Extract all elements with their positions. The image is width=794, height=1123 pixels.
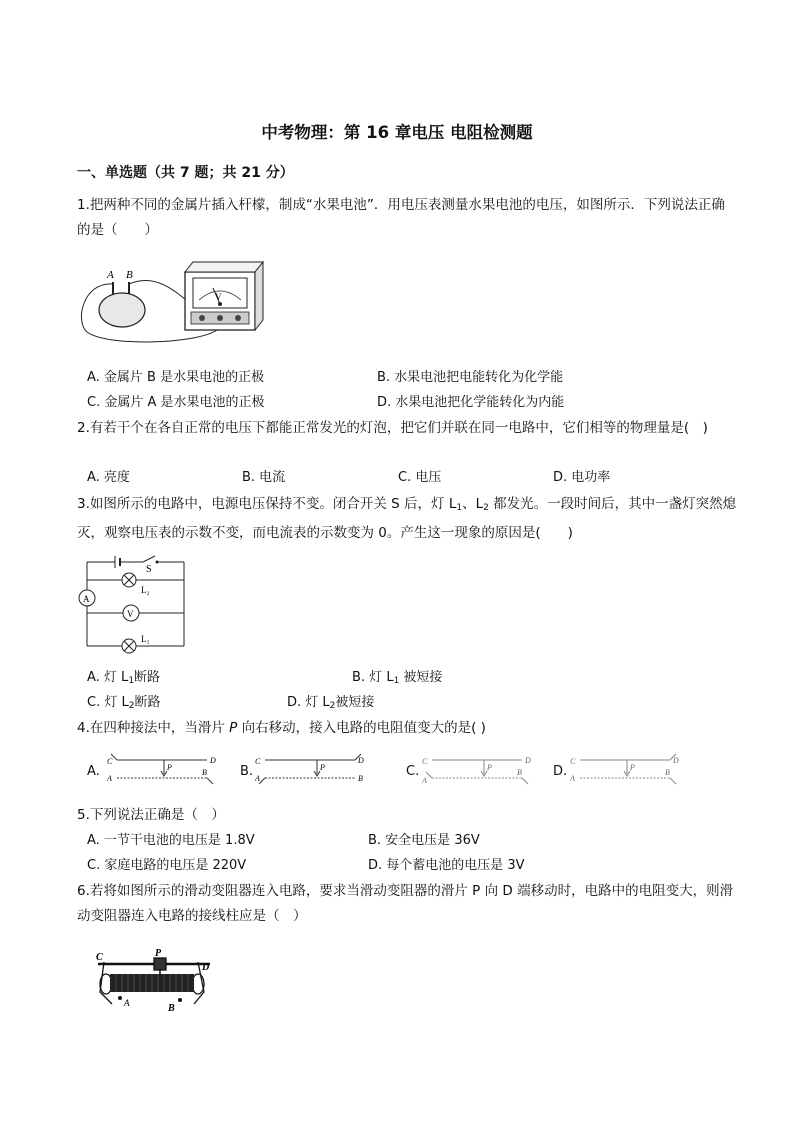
svg-text:P: P bbox=[487, 763, 492, 772]
svg-text:D: D bbox=[525, 756, 531, 765]
q1-option-b[interactable]: B. 水果电池把电能转化为化学能 bbox=[377, 370, 564, 385]
svg-text:B: B bbox=[202, 768, 207, 777]
q4-option-c[interactable]: C. bbox=[406, 764, 420, 779]
q3-option-c[interactable]: C. 灯 $L_2$断路 bbox=[87, 695, 161, 711]
svg-text:C: C bbox=[570, 757, 576, 766]
svg-text:P: P bbox=[630, 763, 635, 772]
svg-text:D: D bbox=[358, 756, 364, 765]
q2-option-b[interactable]: B. 电流 bbox=[242, 470, 286, 485]
q2-option-a[interactable]: A. 亮度 bbox=[87, 470, 130, 485]
svg-text:C: C bbox=[107, 757, 113, 766]
q2-option-d[interactable]: D. 电功率 bbox=[553, 470, 611, 485]
svg-text:A: A bbox=[107, 774, 112, 783]
voltmeter-label: V bbox=[127, 609, 134, 619]
q4-rheostat-c bbox=[422, 752, 534, 786]
q5-option-a[interactable]: A. 一节干电池的电压是 1.8V bbox=[87, 833, 255, 848]
slider-p-label: P bbox=[155, 948, 162, 959]
q3-option-a[interactable]: A. 灯 $L_1$断路 bbox=[87, 670, 161, 686]
svg-text:D: D bbox=[210, 756, 216, 765]
terminal-d-label: D bbox=[202, 962, 210, 973]
q1-option-a[interactable]: A. 金属片 B 是水果电池的正极 bbox=[87, 370, 265, 385]
q4-rheostat-b bbox=[255, 752, 367, 786]
svg-text:B: B bbox=[358, 774, 363, 783]
svg-text:A: A bbox=[570, 774, 575, 783]
terminal-b-label: B bbox=[168, 1003, 175, 1014]
lamp-l2-label: L₂ bbox=[141, 585, 150, 595]
question-3-text: 3.如图所示的电路中，电源电压保持不变。闭合开关 S 后，灯 $L_1$、$L_2$ 都发光。一段时间后，其中一盏灯突然熄灭，观察电压表的示数不变，而电流表的示数变为 0。产生这一现象的原因是( ) bbox=[77, 496, 737, 541]
svg-text:C: C bbox=[422, 757, 428, 766]
svg-text:A: A bbox=[422, 776, 427, 785]
question-6-text: 6.若将如图所示的滑动变阻器连入电路，要求当滑动变阻器的滑片 P 向 D 端移动时，电路中的电阻变大，则滑动变阻器连入电路的接线柱应是（ ） bbox=[77, 883, 734, 924]
q4-rheostat-a bbox=[107, 752, 219, 786]
q4-option-a[interactable]: A. bbox=[87, 764, 100, 779]
fruit-battery-figure bbox=[77, 252, 272, 347]
voltmeter-label: V bbox=[215, 292, 222, 302]
page-title: 中考物理：第 16 章电压 电阻检测题 bbox=[261, 123, 533, 142]
q5-option-c[interactable]: C. 家庭电路的电压是 220V bbox=[87, 858, 247, 873]
q1-option-d[interactable]: D. 水果电池把化学能转化为内能 bbox=[377, 395, 565, 410]
q4-option-d[interactable]: D. bbox=[553, 764, 568, 779]
svg-text:B: B bbox=[517, 768, 522, 777]
q5-option-b[interactable]: B. 安全电压是 36V bbox=[368, 833, 480, 848]
q5-option-d[interactable]: D. 每个蓄电池的电压是 3V bbox=[368, 858, 525, 873]
svg-text:P: P bbox=[167, 763, 172, 772]
terminal-a-label: A bbox=[124, 998, 130, 1008]
slide-rheostat-figure bbox=[90, 948, 220, 1016]
question-1-text: 1.把两种不同的金属片插入杆檬，制成“水果电池”．用电压表测量水果电池的电压，如图所示．下列说法正确的是（ ） bbox=[77, 197, 725, 238]
q4-rheostat-d bbox=[570, 752, 682, 786]
svg-text:C: C bbox=[255, 757, 261, 766]
question-2-text: 2.有若干个在各自正常的电压下都能正常发光的灯泡，把它们并联在同一电路中，它们相等的物理量是( ) bbox=[77, 420, 708, 436]
terminal-c-label: C bbox=[96, 952, 103, 963]
question-5-text: 5.下列说法正确是（ ） bbox=[77, 807, 225, 823]
svg-text:D: D bbox=[673, 756, 679, 765]
circuit-figure bbox=[77, 548, 192, 658]
switch-label: S bbox=[146, 564, 152, 575]
q4-option-b[interactable]: B. bbox=[240, 764, 254, 779]
ammeter-label: A bbox=[83, 594, 90, 604]
svg-text:B: B bbox=[665, 768, 670, 777]
lamp-l1-label: L₁ bbox=[141, 634, 150, 644]
metal-a-label: A bbox=[107, 269, 114, 281]
q3-option-d[interactable]: D. 灯 $L_2$被短接 bbox=[287, 695, 375, 711]
svg-text:A: A bbox=[255, 774, 260, 783]
q2-option-c[interactable]: C. 电压 bbox=[398, 470, 442, 485]
svg-text:P: P bbox=[320, 763, 325, 772]
q1-option-c[interactable]: C. 金属片 A 是水果电池的正极 bbox=[87, 395, 265, 410]
section-heading: 一、单选题（共 7 题；共 21 分） bbox=[77, 165, 294, 181]
question-4-text: 4.在四种接法中，当滑片 P 向右移动，接入电路的电阻值变大的是( ) bbox=[77, 720, 486, 736]
metal-b-label: B bbox=[126, 269, 133, 281]
q3-option-b[interactable]: B. 灯 $L_1$ 被短接 bbox=[352, 670, 443, 686]
